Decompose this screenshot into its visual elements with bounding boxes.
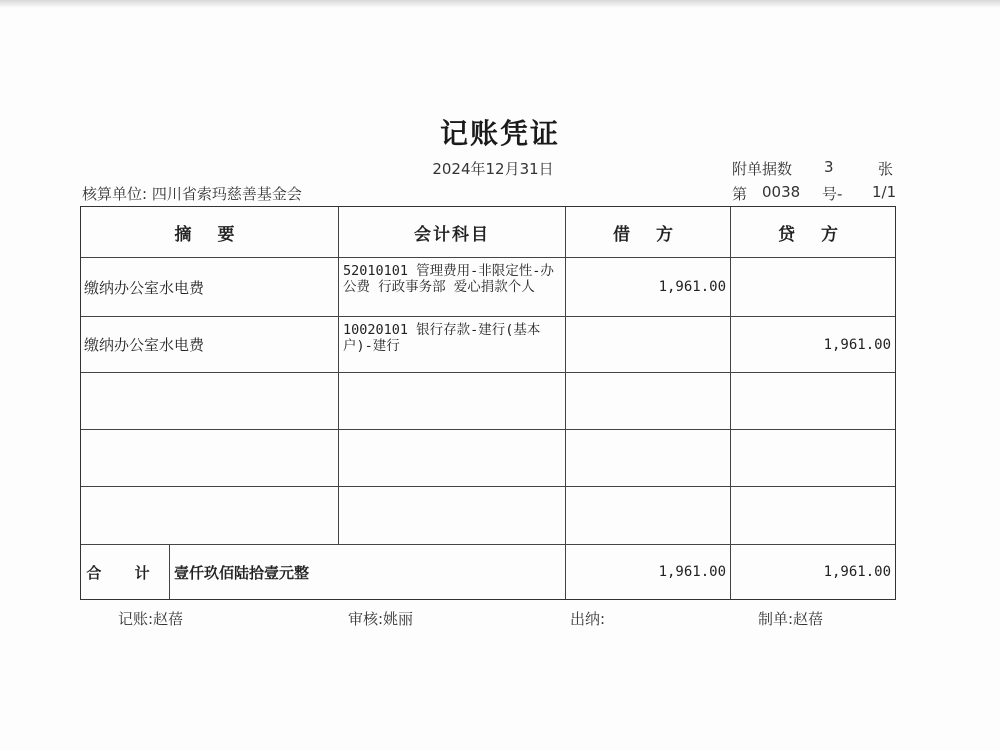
bookkeeper-signature: 记账:赵蓓 bbox=[118, 610, 184, 628]
header-debit: 借 方 bbox=[613, 224, 683, 245]
row-1-credit bbox=[731, 258, 895, 316]
row-4-account bbox=[339, 430, 565, 486]
row-3-debit bbox=[566, 373, 730, 429]
preparer-signature: 制单:赵蓓 bbox=[758, 610, 824, 628]
row-5-credit bbox=[731, 487, 895, 544]
row-4-credit bbox=[731, 430, 895, 486]
accounting-unit-value: 四川省索玛慈善基金会 bbox=[151, 185, 302, 203]
voucher-title: 记账凭证 bbox=[439, 117, 560, 150]
row-3-credit bbox=[731, 373, 895, 429]
row-4-summary bbox=[81, 430, 338, 486]
attachment-number: 3 bbox=[824, 158, 834, 176]
accounting-unit bbox=[82, 183, 302, 204]
voucher-table bbox=[80, 206, 896, 600]
row-1-debit: 1,961.00 bbox=[658, 279, 726, 295]
cashier-signature: 出纳: bbox=[570, 610, 606, 628]
scan-edge bbox=[0, 0, 1000, 8]
header-account: 会计科目 bbox=[414, 224, 490, 245]
row-2-account: 10020101 银行存款-建行(基本户)-建行 bbox=[343, 322, 541, 354]
header-summary: 摘 要 bbox=[174, 224, 245, 245]
attachment-count bbox=[732, 158, 894, 179]
voucher-date: 2024年12月31日 bbox=[432, 160, 554, 178]
attachment-label: 附单据数 bbox=[732, 160, 793, 178]
header-credit: 贷 方 bbox=[778, 224, 848, 245]
voucher-number-suffix: 号- bbox=[822, 185, 843, 203]
row-2-debit bbox=[566, 317, 730, 372]
total-debit: 1,961.00 bbox=[658, 564, 726, 580]
attachment-unit: 张 bbox=[878, 160, 894, 178]
total-amount-in-words: 壹仟玖佰陆拾壹元整 bbox=[174, 563, 310, 582]
row-2-credit: 1,961.00 bbox=[823, 336, 891, 353]
row-5-debit bbox=[566, 487, 730, 544]
reviewer-signature: 审核:姚丽 bbox=[348, 610, 414, 628]
row-1-account: 52010101 管理费用-非限定性-办公费 行政事务部 爱心捐款个人 bbox=[343, 263, 554, 295]
row-3-summary bbox=[81, 373, 338, 429]
total-label: 合 计 bbox=[86, 563, 164, 582]
accounting-unit-label: 核算单位: bbox=[82, 185, 148, 203]
row-5-summary bbox=[81, 487, 338, 544]
row-1-summary: 缴纳办公室水电费 bbox=[84, 278, 205, 297]
total-credit: 1,961.00 bbox=[823, 564, 891, 580]
row-5-account bbox=[339, 487, 565, 544]
voucher-number-value: 0038 bbox=[762, 183, 801, 201]
row-4-debit bbox=[566, 430, 730, 486]
voucher-number-prefix: 第 bbox=[732, 185, 748, 203]
row-3-account bbox=[339, 373, 565, 429]
voucher-page-number: 1/1 bbox=[872, 183, 897, 201]
row-2-summary: 缴纳办公室水电费 bbox=[84, 336, 205, 354]
